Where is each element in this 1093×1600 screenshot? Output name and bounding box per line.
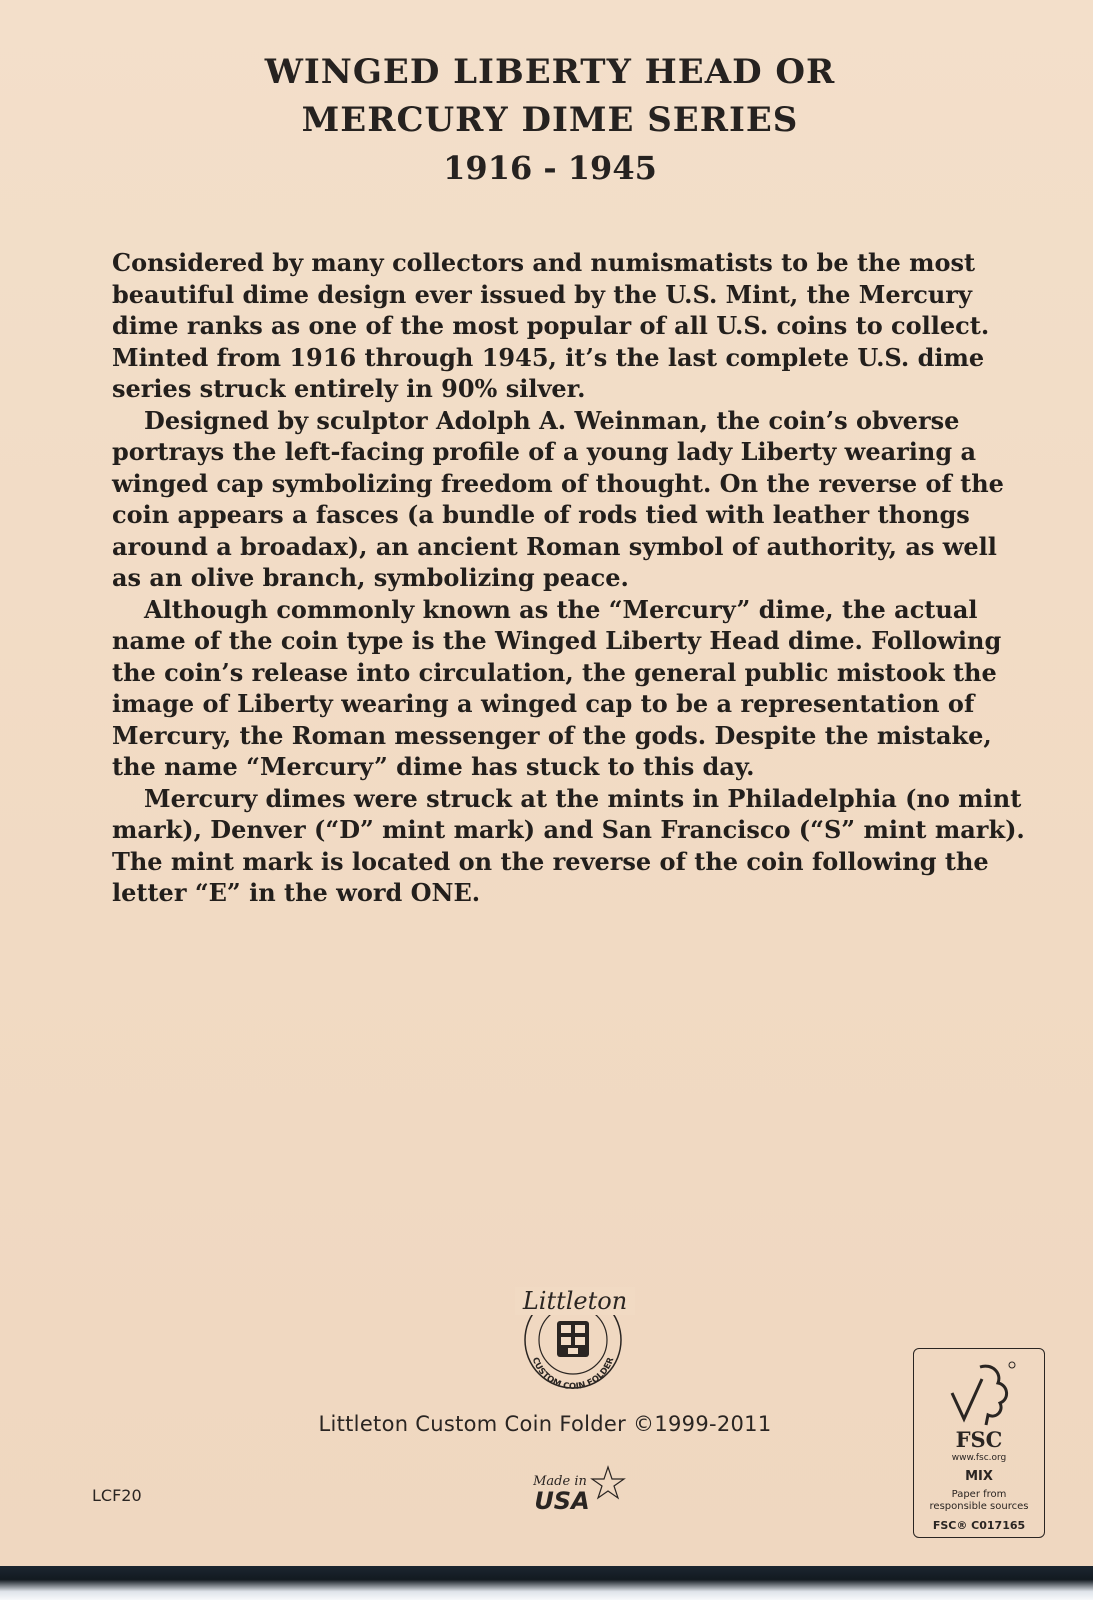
text-line: Designed by sculptor Adolph A. Weinman, the coin’s obverse — [144, 405, 960, 435]
text-line: Mercury dimes were struck at the mints in Philadelphia (no mint — [144, 783, 1022, 813]
text-line: Although commonly known as the “Mercury” dime, the actual — [144, 594, 978, 624]
fsc-brand: FSC — [955, 1427, 1003, 1452]
text-line: portrays the left-facing profile of a young lady Liberty wearing a — [112, 437, 977, 466]
logo-script-text: Littleton — [522, 1287, 628, 1315]
text-line: Considered by many collectors and numismatists to be the most — [112, 248, 976, 277]
fsc-paper-text — [914, 1489, 1044, 1513]
title-line-1: WINGED LIBERTY HEAD OR — [264, 52, 836, 92]
littleton-logo-icon — [505, 1285, 645, 1395]
text-line: Minted from 1916 through 1945, it’s the last complete U.S. dime — [112, 342, 985, 372]
fsc-tree-icon — [942, 1359, 1018, 1429]
text-fragment: letter “E” in the word — [112, 878, 411, 907]
text-line: the coin’s release into circulation, the general public mistook the — [112, 657, 997, 687]
fsc-url: www.fsc.org — [951, 1453, 1007, 1463]
fsc-mix: MIX — [965, 1469, 993, 1484]
series-years: 1916 - 1945 — [443, 149, 657, 187]
copyright-text: Littleton Custom Coin Folder ©1999-2011 — [318, 1412, 772, 1436]
logo-ring-text: CUSTOM COIN FOLDER — [529, 1356, 617, 1393]
text-line: coin appears a fasces (a bundle of rods tied with leather thongs — [112, 500, 970, 529]
title-line-2: MERCURY DIME SERIES — [301, 100, 799, 140]
fsc-license: FSC® C017165 — [932, 1519, 1026, 1532]
text-line: name of the coin type is the Winged Liberty Head dime. Following — [112, 626, 1002, 655]
text-line: mark), Denver (“D” mint mark) and San Francisco (“S” mint mark). — [112, 815, 1025, 844]
description-text — [112, 247, 1042, 909]
usa-text: USA — [534, 1487, 590, 1515]
text-line: winged cap symbolizing freedom of thought. On the reverse of the — [112, 468, 1004, 498]
text-line: around a broadax), an ancient Roman symbol of authority, as well — [112, 531, 997, 561]
made-in-usa-icon — [528, 1465, 638, 1515]
text-line: image of Liberty wearing a winged cap to be a representation of — [112, 689, 975, 718]
text-line — [112, 877, 1042, 909]
fsc-paper-line-2: responsible sources — [929, 1501, 1029, 1512]
text-line: beautiful dime design ever issued by the U.S. Mint, the Mercury — [112, 279, 972, 309]
product-code: LCF20 — [92, 1486, 142, 1505]
made-in-text: Made in — [533, 1474, 587, 1489]
text-line: dime ranks as one of the most popular of all U.S. coins to collect. — [112, 311, 990, 340]
fsc-label — [913, 1348, 1045, 1538]
fsc-paper-line-1: Paper from — [951, 1489, 1007, 1500]
word-one: ONE. — [410, 878, 481, 907]
text-line: Mercury, the Roman messenger of the gods. Despite the mistake, — [112, 720, 992, 750]
text-line: as an olive branch, symbolizing peace. — [112, 563, 629, 592]
text-line: the name “Mercury” dime has stuck to this day. — [112, 752, 755, 781]
text-line: The mint mark is located on the reverse of the coin following the — [112, 846, 989, 876]
folder-bottom-edge — [0, 1566, 1093, 1600]
text-line: series struck entirely in 90% silver. — [112, 374, 586, 403]
